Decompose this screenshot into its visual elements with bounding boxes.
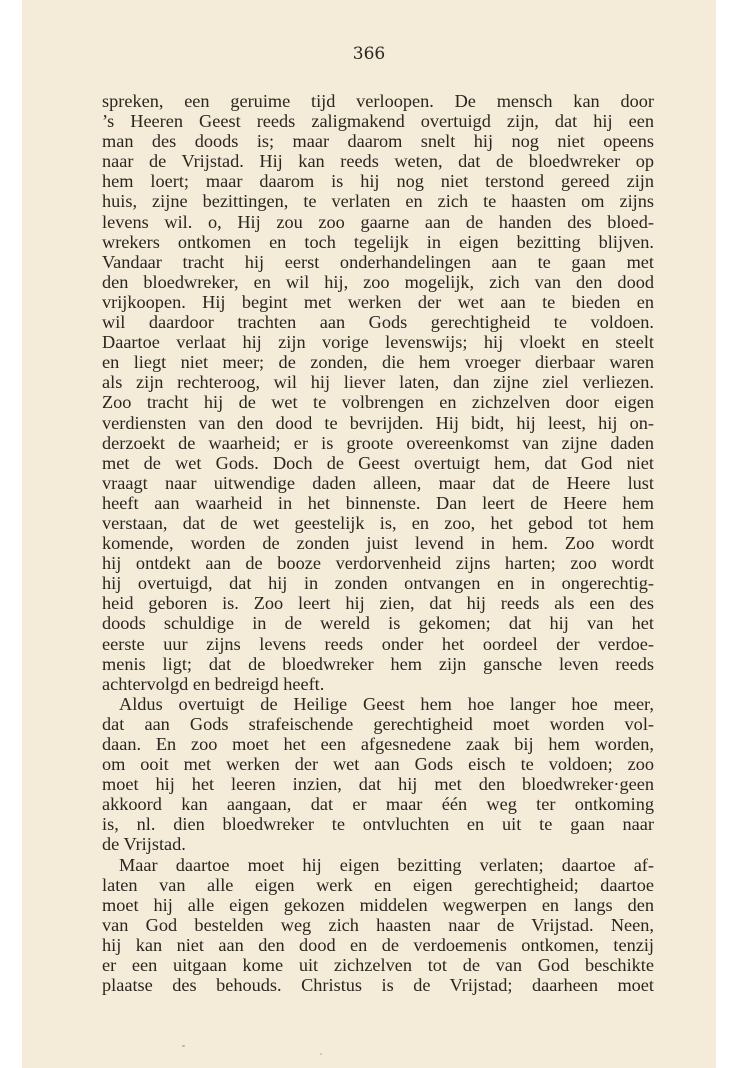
- body-text: [102, 91, 654, 995]
- paragraph: [102, 91, 654, 694]
- text-line: moet hij het leeren inzien, dat hij met den bloedwreker·geen: [102, 774, 654, 795]
- text-line: hij overtuigd, dat hij in zonden ontvangen en in ongerechtig-: [102, 573, 654, 594]
- text-line: huis, zijne bezittingen, te verlaten en zich te haasten om zijns: [102, 191, 654, 212]
- text-line: de Vrijstad.: [102, 834, 186, 855]
- text-line: Daartoe verlaat hij zijn vorige levenswijs; hij vloekt en steelt: [102, 332, 654, 353]
- text-line: moet hij alle eigen gekozen middelen wegwerpen en langs den: [102, 894, 654, 915]
- text-line: derzoekt de waarheid; er is groote overeenkomst van zijne daden: [102, 432, 654, 453]
- text-line: Vandaar tracht hij eerst onderhandelingen aan te gaan met: [102, 251, 654, 272]
- text-line: vraagt naar uitwendige daden alleen, maar dat de Heere lust: [102, 472, 654, 493]
- text-line: als zijn rechteroog, wil hij liever laten, dan zijne ziel verliezen.: [102, 372, 654, 393]
- text-line: doods schuldige in de wereld is gekomen; dat hij van het: [102, 613, 654, 634]
- text-line: dat aan Gods strafeischende gerechtigheid moet worden vol-: [102, 713, 654, 734]
- text-line: vrijkoopen. Hij begint met werken der wet aan te bieden en: [102, 291, 654, 312]
- text-line: en liegt niet meer; de zonden, die hem vroeger dierbaar waren: [102, 352, 654, 373]
- paragraph: [102, 855, 654, 996]
- text-line: er een uitgaan kome uit zichzelven tot de van God beschikte: [102, 955, 654, 976]
- page-number: 366: [352, 44, 386, 64]
- book-page: [22, 0, 716, 1068]
- text-line: ’s Heeren Geest reeds zaligmakend overtuigd zijn, dat hij een: [102, 111, 654, 132]
- text-line: verdiensten van den dood te bevrijden. Hij bidt, hij leest, hij on-: [102, 412, 654, 433]
- text-line: met de wet Gods. Doch de Geest overtuigt hem, dat God niet: [102, 452, 654, 473]
- text-line: spreken, een geruime tijd verloopen. De mensch kan door: [102, 91, 654, 111]
- text-line: wrekers ontkomen en toch tegelijk in eigen bezitting blijven.: [102, 231, 654, 252]
- text-line: Aldus overtuigt de Heilige Geest hem hoe langer hoe meer,: [119, 693, 654, 714]
- text-line: komende, worden de zonden juist levend in hem. Zoo wordt: [102, 533, 654, 554]
- paper-speck: [320, 1053, 322, 1055]
- text-line: Maar daartoe moet hij eigen bezitting verlaten; daartoe af-: [119, 854, 654, 875]
- text-line: hem loert; maar daarom is hij nog niet terstond gereed zijn: [102, 171, 654, 192]
- text-line: verstaan, dat de wet geestelijk is, en zoo, het gebod tot hem: [102, 512, 654, 533]
- text-line: heid geboren is. Zoo leert hij zien, dat hij reeds als een des: [102, 593, 654, 614]
- text-line: hij kan niet aan den dood en de verdoemenis ontkomen, tenzij: [102, 934, 654, 955]
- text-line: wil daardoor trachten aan Gods gerechtigheid te voldoen.: [102, 312, 654, 333]
- text-line: den bloedwreker, en wil hij, zoo mogelijk, zich van den dood: [102, 271, 654, 292]
- text-line: levens wil. o, Hij zou zoo gaarne aan de handen des bloed-: [102, 211, 654, 232]
- text-line: plaatse des behouds. Christus is de Vrijstad; daarheen moet: [102, 975, 654, 996]
- paragraph: [102, 694, 654, 855]
- text-line: akkoord kan aangaan, dat er maar één weg ter ontkoming: [102, 794, 654, 815]
- text-line: is, nl. dien bloedwreker te ontvluchten en uit te gaan naar: [102, 814, 654, 835]
- text-line: man des doods is; maar daarom snelt hij nog niet opeens: [102, 131, 654, 152]
- text-line: van God bestelden weg zich haasten naar de Vrijstad. Neen,: [102, 914, 654, 935]
- text-line: hij ontdekt aan de booze verdorvenheid zijns harten; zoo wordt: [102, 553, 654, 574]
- text-line: naar de Vrijstad. Hij kan reeds weten, dat de bloedwreker op: [102, 151, 654, 172]
- text-line: eerste uur zijns levens reeds onder het oordeel der verdoe-: [102, 633, 654, 654]
- text-line: om ooit met werken der wet aan Gods eisch te voldoen; zoo: [102, 754, 654, 775]
- text-line: laten van alle eigen werk en eigen gerechtigheid; daartoe: [102, 874, 654, 895]
- text-line: heeft aan waarheid in het binnenste. Dan leert de Heere hem: [102, 492, 654, 513]
- text-line: Zoo tracht hij de wet te volbrengen en zichzelven door eigen: [102, 392, 654, 413]
- text-line: menis ligt; dat de bloedwreker hem zijn gansche leven reeds: [102, 653, 654, 674]
- text-line: achtervolgd en bedreigd heeft.: [102, 673, 325, 694]
- text-line: daan. En zoo moet het een afgesnedene zaak bij hem worden,: [102, 734, 654, 754]
- paper-speck: [182, 1045, 185, 1047]
